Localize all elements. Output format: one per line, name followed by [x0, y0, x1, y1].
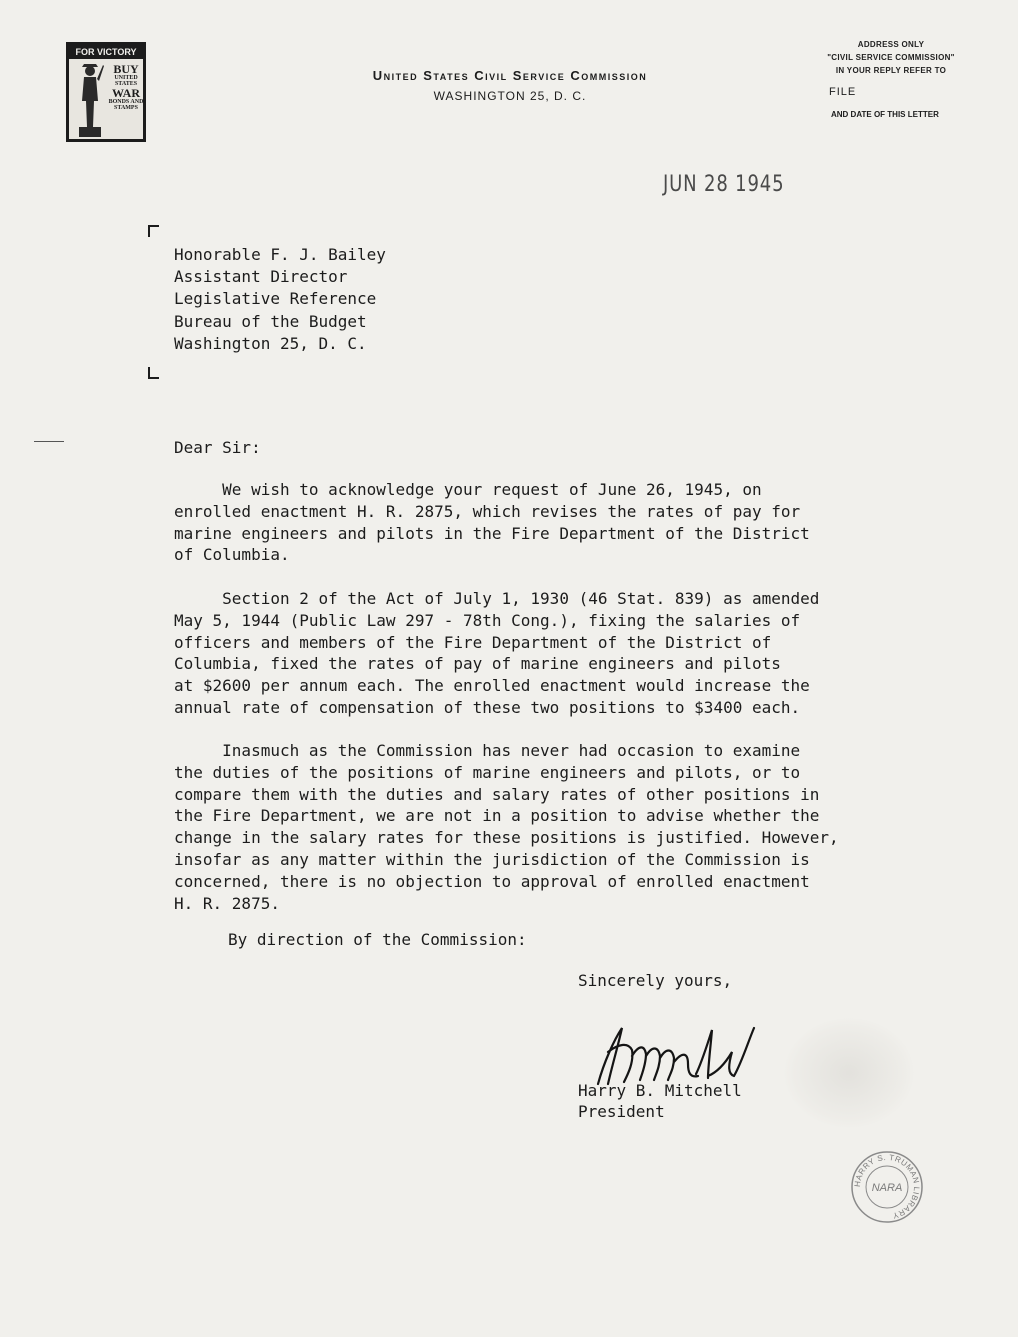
truman-library-stamp [850, 1150, 924, 1224]
signer-name: Harry B. Mitchell [578, 1081, 742, 1100]
body-line: marine engineers and pilots in the Fire Department of the District [174, 523, 810, 543]
letterhead-agency: United States Civil Service Commission [372, 68, 648, 83]
bond-war: WAR [111, 86, 140, 100]
letterhead-address: WASHINGTON 25, D. C. [433, 89, 587, 103]
reply-line-2: "CIVIL SERVICE COMMISSION" [827, 53, 955, 62]
body-line: of Columbia. [174, 545, 290, 565]
faded-embossed-seal [784, 1018, 914, 1128]
body-line: compare them with the duties and salary rates of other positions in [174, 784, 820, 804]
bond-top-text: FOR VICTORY [69, 45, 143, 59]
reply-instructions [816, 38, 966, 77]
date-stamp: JUN 28 1945 [663, 172, 785, 197]
body-line: annual rate of compensation of these two positions to $3400 each. [174, 697, 801, 717]
bond-united-states: UNITED STATES [114, 75, 138, 87]
library-ring-text: HARRY S. TRUMAN LIBRARY [852, 1152, 922, 1221]
body-line: the duties of the positions of marine engineers and pilots, or to [174, 762, 801, 782]
body-line: insofar as any matter within the jurisdiction of the Commission is [174, 849, 810, 869]
bond-bonds-stamps: BONDS AND STAMPS [108, 99, 144, 111]
body-line: Columbia, fixed the rates of pay of marine engineers and pilots [174, 654, 781, 674]
closing-direction: By direction of the Commission: [228, 930, 527, 949]
body-line: concerned, there is no objection to approval of enrolled enactment [174, 871, 810, 891]
reply-date-line: AND DATE OF THIS LETTER [831, 110, 939, 119]
body-line: officers and members of the Fire Department of the District of [174, 632, 772, 652]
library-center-text: NARA [871, 1182, 903, 1194]
address-bracket-bottom [148, 367, 159, 379]
reply-line-1: ADDRESS ONLY [857, 40, 925, 49]
body-paragraph-3 [174, 740, 839, 914]
margin-mark [34, 441, 64, 442]
address-bracket-top [148, 225, 159, 237]
body-line: Inasmuch as the Commission has never had occasion to examine [174, 741, 801, 760]
reply-file-label: FILE [829, 86, 857, 98]
recipient-line: Legislative Reference [174, 289, 377, 309]
war-bonds-emblem [66, 42, 146, 142]
body-line: May 5, 1944 (Public Law 297 - 78th Cong.), fixing the salaries of [174, 610, 801, 630]
body-line: H. R. 2875. [174, 893, 280, 913]
recipient-line: Bureau of the Budget [174, 311, 367, 331]
salutation: Dear Sir: [174, 438, 261, 457]
bond-words [107, 63, 145, 111]
body-line: change in the salary rates for these positions is justified. However, [174, 828, 839, 848]
body-line: the Fire Department, we are not in a position to advise whether the [174, 806, 820, 826]
recipient-line: Assistant Director [174, 267, 348, 287]
body-line: Section 2 of the Act of July 1, 1930 (46 Stat. 839) as amended [174, 589, 820, 608]
recipient-line: Washington 25, D. C. [174, 333, 367, 353]
body-line: at $2600 per annum each. The enrolled enactment would increase the [174, 676, 810, 696]
closing-sign-off: Sincerely yours, [578, 971, 733, 990]
recipient-address [174, 244, 386, 355]
reply-line-3: IN YOUR REPLY REFER TO [835, 66, 947, 75]
body-line: We wish to acknowledge your request of June 26, 1945, on [174, 480, 762, 499]
body-paragraph-2 [174, 588, 819, 719]
body-line: enrolled enactment H. R. 2875, which revises the rates of pay for [174, 501, 801, 521]
body-paragraph-1 [174, 479, 810, 566]
bond-buy: BUY [113, 62, 139, 76]
signer-title: President [578, 1102, 665, 1121]
minuteman-icon [73, 61, 107, 139]
recipient-line: Honorable F. J. Bailey [174, 245, 386, 264]
